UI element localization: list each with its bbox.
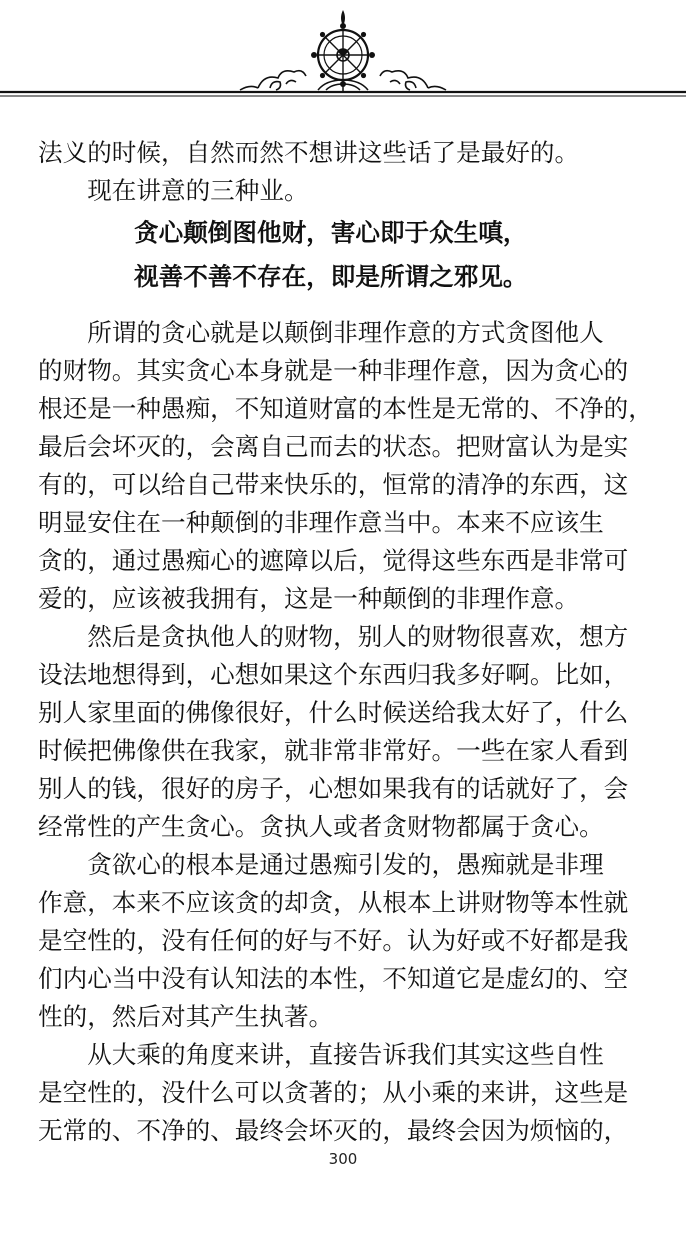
text-line: 的财物。其实贪心本身就是一种非理作意，因为贪心的 (38, 356, 629, 385)
text-line: 贪欲心的根本是通过愚痴引发的，愚痴就是非理 (38, 850, 604, 879)
verse-line: 视善不善不存在，即是所谓之邪见。 (134, 262, 528, 291)
text-line: 最后会坏灭的，会离自己而去的状态。把财富认为是实 (38, 432, 629, 461)
text-line: 是空性的，没有任何的好与不好。认为好或不好都是我 (38, 926, 629, 955)
text-line: 从大乘的角度来讲，直接告诉我们其实这些自性 (38, 1040, 604, 1069)
text-line: 有的，可以给自己带来快乐的，恒常的清净的东西，这 (38, 470, 629, 499)
text-line: 经常性的产生贪心。贪执人或者贪财物都属于贪心。 (38, 812, 604, 841)
text-line: 们内心当中没有认知法的本性，不知道它是虚幻的、空 (38, 964, 629, 993)
text-line: 法义的时候，自然而然不想讲这些话了是最好的。 (38, 138, 580, 167)
text-line: 根还是一种愚痴，不知道财富的本性是无常的、不净的， (38, 394, 653, 423)
text-line: 无常的、不净的、最终会坏灭的，最终会因为烦恼的， (38, 1116, 629, 1145)
text-line: 性的，然后对其产生执著。 (38, 1002, 334, 1031)
text-line: 作意，本来不应该贪的却贪，从根本上讲财物等本性就 (38, 888, 629, 917)
text-line: 然后是贪执他人的财物，别人的财物很喜欢，想方 (38, 622, 629, 651)
text-line: 别人家里面的佛像很好，什么时候送给我太好了，什么 (38, 698, 629, 727)
verse-line: 贪心颠倒图他财，害心即于众生嗔， (134, 218, 528, 247)
dharma-wheel-icon (0, 0, 686, 110)
text-line: 别人的钱，很好的房子，心想如果我有的话就好了，会 (38, 774, 629, 803)
page-number: 300 (328, 1150, 358, 1168)
text-line: 是空性的，没什么可以贪著的；从小乘的来讲，这些是 (38, 1078, 629, 1107)
text-line: 明显安住在一种颠倒的非理作意当中。本来不应该生 (38, 508, 604, 537)
text-line: 爱的，应该被我拥有，这是一种颠倒的非理作意。 (38, 584, 580, 613)
text-line: 所谓的贪心就是以颠倒非理作意的方式贪图他人 (38, 318, 604, 347)
header-ornament (0, 0, 686, 110)
text-line: 贪的，通过愚痴心的遮障以后，觉得这些东西是非常可 (38, 546, 629, 575)
text-line: 时候把佛像供在我家，就非常非常好。一些在家人看到 (38, 736, 629, 765)
text-line: 设法地想得到，心想如果这个东西归我多好啊。比如， (38, 660, 629, 689)
text-line: 现在讲意的三种业。 (38, 176, 309, 205)
